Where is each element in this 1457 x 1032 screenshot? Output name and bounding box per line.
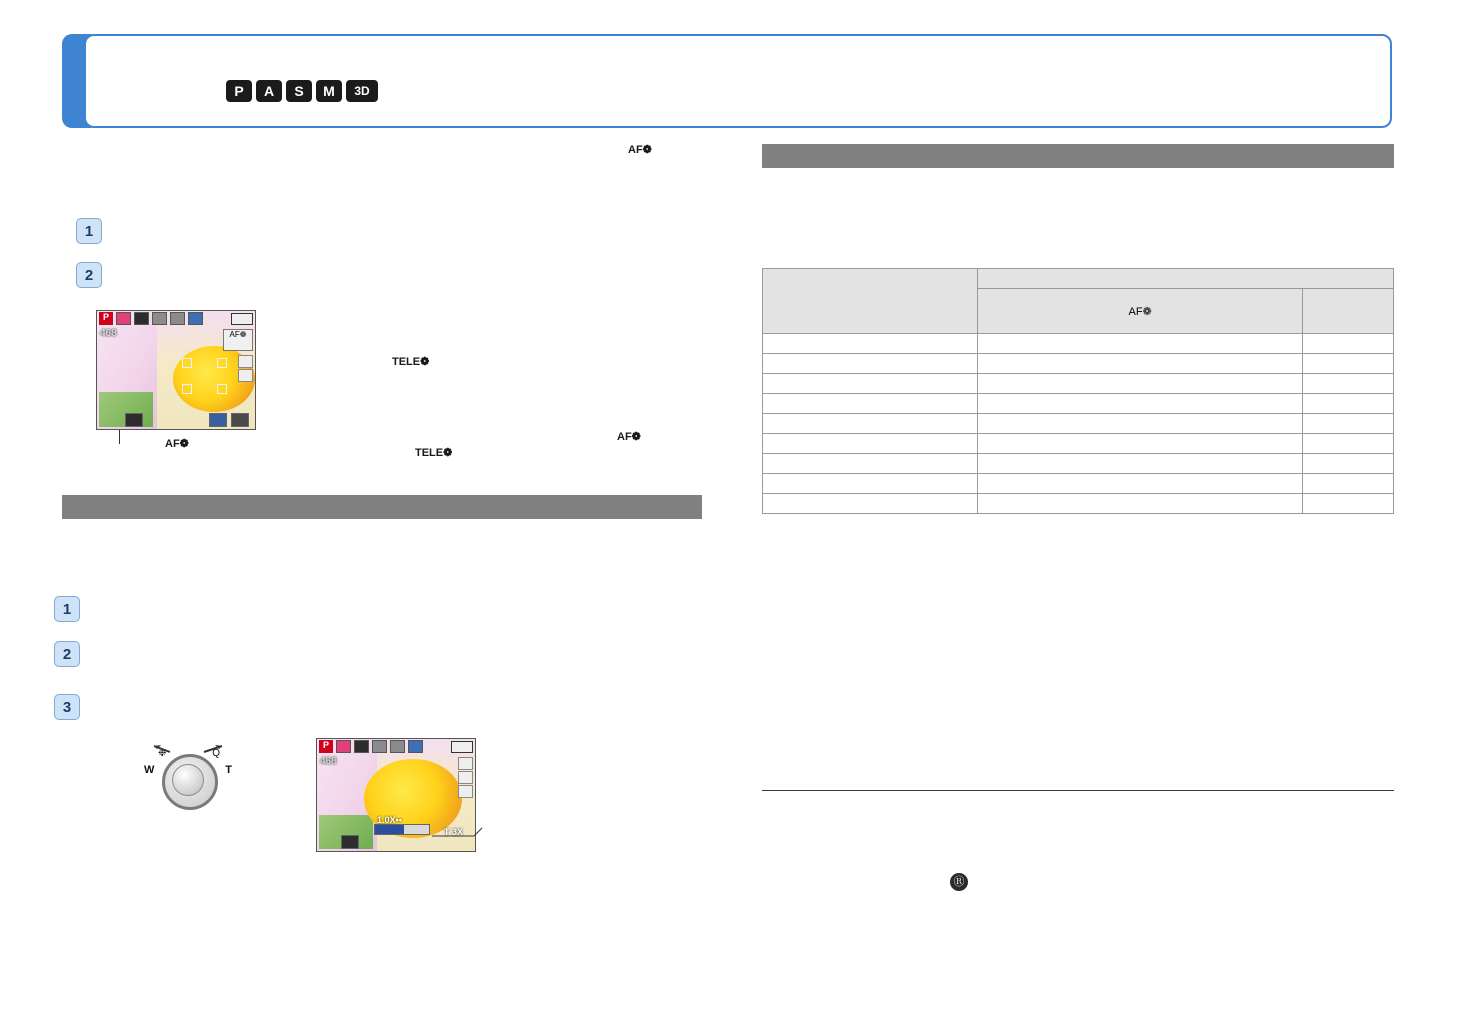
table-header-other: [1303, 289, 1394, 334]
zoom-lever-tele-icon: Q: [212, 748, 220, 759]
lcd-2-icon-burst: [336, 740, 351, 753]
table-corner-cell: [763, 269, 978, 334]
step2-1-badge: 1: [54, 596, 80, 622]
lcd-1-icon-metering: [238, 369, 253, 382]
table-cell-af: [978, 374, 1303, 394]
table-cell-label: [763, 454, 978, 474]
caption-tele-macro-2: TELE❁: [415, 447, 453, 459]
lcd-2-icon-quality: [372, 740, 387, 753]
lcd-2-icon-storage: [341, 835, 359, 849]
table-cell-label: [763, 494, 978, 514]
lcd-2-zoom-callout: [430, 820, 490, 850]
mode-icon-a: A: [256, 80, 282, 102]
lcd-1-icon-storage: [125, 413, 143, 427]
table-cell-label: [763, 474, 978, 494]
table-header-af-macro: AF❁: [978, 289, 1303, 334]
lcd-1-callout-line: [119, 430, 120, 444]
mode-icon-group: [226, 80, 378, 102]
table-cell-af: [978, 454, 1303, 474]
lcd-2-battery-icon: [451, 741, 473, 753]
lcd-1-af-area-bottom-left: [182, 384, 192, 394]
lcd-preview-1: [96, 310, 256, 430]
table-row: [763, 414, 1394, 434]
mode-icon-s: S: [286, 80, 312, 102]
table-cell-af: [978, 354, 1303, 374]
lcd-1-battery-icon: [231, 313, 253, 325]
caption-af-macro: AF❁: [165, 438, 189, 450]
table-cell-other: [1303, 434, 1394, 454]
table-row: [763, 454, 1394, 474]
lcd-1-af-area-top-left: [182, 358, 192, 368]
table-cell-other: [1303, 354, 1394, 374]
table-cell-af: [978, 334, 1303, 354]
table-row: [763, 434, 1394, 454]
table-row: [763, 334, 1394, 354]
lcd-2-zoom-bar-fill: [375, 825, 405, 834]
zoom-lever-w-label: W: [144, 764, 155, 776]
lcd-2-icon-metering: [458, 771, 473, 784]
table-header-row-1: [763, 269, 1394, 289]
lcd-2-zoom-value: T 3X: [443, 827, 463, 837]
lcd-1-af-area-bottom-right: [217, 384, 227, 394]
rec-mode-icon: Ⓡ: [950, 873, 968, 891]
right-section-bar: [762, 144, 1394, 168]
note-rec-icon: [950, 868, 968, 891]
table-cell-af: [978, 474, 1303, 494]
step-1-badge: 1: [76, 218, 102, 244]
lcd-1-af-macro-indicator: [223, 329, 253, 351]
table-cell-af: [978, 414, 1303, 434]
table-row: [763, 374, 1394, 394]
lcd-1-icon-image-size: [134, 312, 149, 325]
lcd-1-icon-quality: [152, 312, 167, 325]
caption-af-macro-right: AF❁: [617, 431, 641, 443]
lcd-2-shot-counter: 468: [320, 756, 337, 767]
table-span-header: [978, 269, 1394, 289]
lcd-1-af-macro-text: AF❁: [229, 330, 247, 339]
mode-icon-m: M: [316, 80, 342, 102]
table-cell-label: [763, 354, 978, 374]
table-cell-other: [1303, 474, 1394, 494]
lcd-1-icon-iso: [170, 312, 185, 325]
table-cell-label: [763, 394, 978, 414]
mode-icon-3d: 3D: [346, 80, 378, 102]
right-column-divider: [762, 790, 1394, 791]
left-section-bar: [62, 495, 702, 519]
zoom-lever-t-label: T: [225, 764, 232, 776]
lcd-2-zoom-bar: [374, 824, 430, 835]
lcd-2-mode-badge: P: [319, 740, 333, 753]
zoom-lever-illustration: [140, 738, 236, 804]
step-2-badge: 2: [76, 262, 102, 288]
lcd-2-icon-image-size: [354, 740, 369, 753]
page-header: [62, 34, 1392, 128]
intro-af-macro-icon-label: AF❁: [628, 144, 652, 156]
table-row: [763, 354, 1394, 374]
specs-table: [762, 268, 1394, 514]
lcd-2-icon-iso: [390, 740, 405, 753]
table-cell-label: [763, 434, 978, 454]
zoom-lever-wide-icon: ❉: [158, 748, 167, 759]
table-cell-af: [978, 434, 1303, 454]
table-cell-other: [1303, 414, 1394, 434]
lcd-1-icon-burst: [116, 312, 131, 325]
table-cell-label: [763, 374, 978, 394]
table-body: [763, 334, 1394, 514]
step2-2-badge: 2: [54, 641, 80, 667]
lcd-1-mode-badge: P: [99, 312, 113, 325]
caption-tele-macro-1: TELE❁: [392, 356, 430, 368]
lcd-1-icon-white-balance: [188, 312, 203, 325]
lcd-1-icon-flash: [238, 355, 253, 368]
table-cell-label: [763, 414, 978, 434]
table-cell-label: [763, 334, 978, 354]
table-cell-other: [1303, 374, 1394, 394]
table-cell-other: [1303, 494, 1394, 514]
lcd-1-shot-counter: 468: [100, 328, 117, 339]
lcd-2-icon-white-balance: [408, 740, 423, 753]
lcd-1-icon-updown: [231, 413, 249, 427]
mode-icon-p: P: [226, 80, 252, 102]
table-row: [763, 494, 1394, 514]
table-cell-af: [978, 394, 1303, 414]
lcd-2-icon-drive: [458, 785, 473, 798]
lcd-1-icon-scene: [209, 413, 227, 427]
lcd-2-ev-value: 1.0X••: [377, 815, 402, 825]
table-cell-other: [1303, 394, 1394, 414]
zoom-lever-arrows: [140, 738, 236, 804]
step2-3-badge: 3: [54, 694, 80, 720]
table-cell-other: [1303, 454, 1394, 474]
table-row: [763, 474, 1394, 494]
table-cell-af: [978, 494, 1303, 514]
header-box: [84, 34, 1392, 128]
lcd-1-af-area-top-right: [217, 358, 227, 368]
lcd-2-icon-flash: [458, 757, 473, 770]
table-row: [763, 394, 1394, 414]
table-cell-other: [1303, 334, 1394, 354]
